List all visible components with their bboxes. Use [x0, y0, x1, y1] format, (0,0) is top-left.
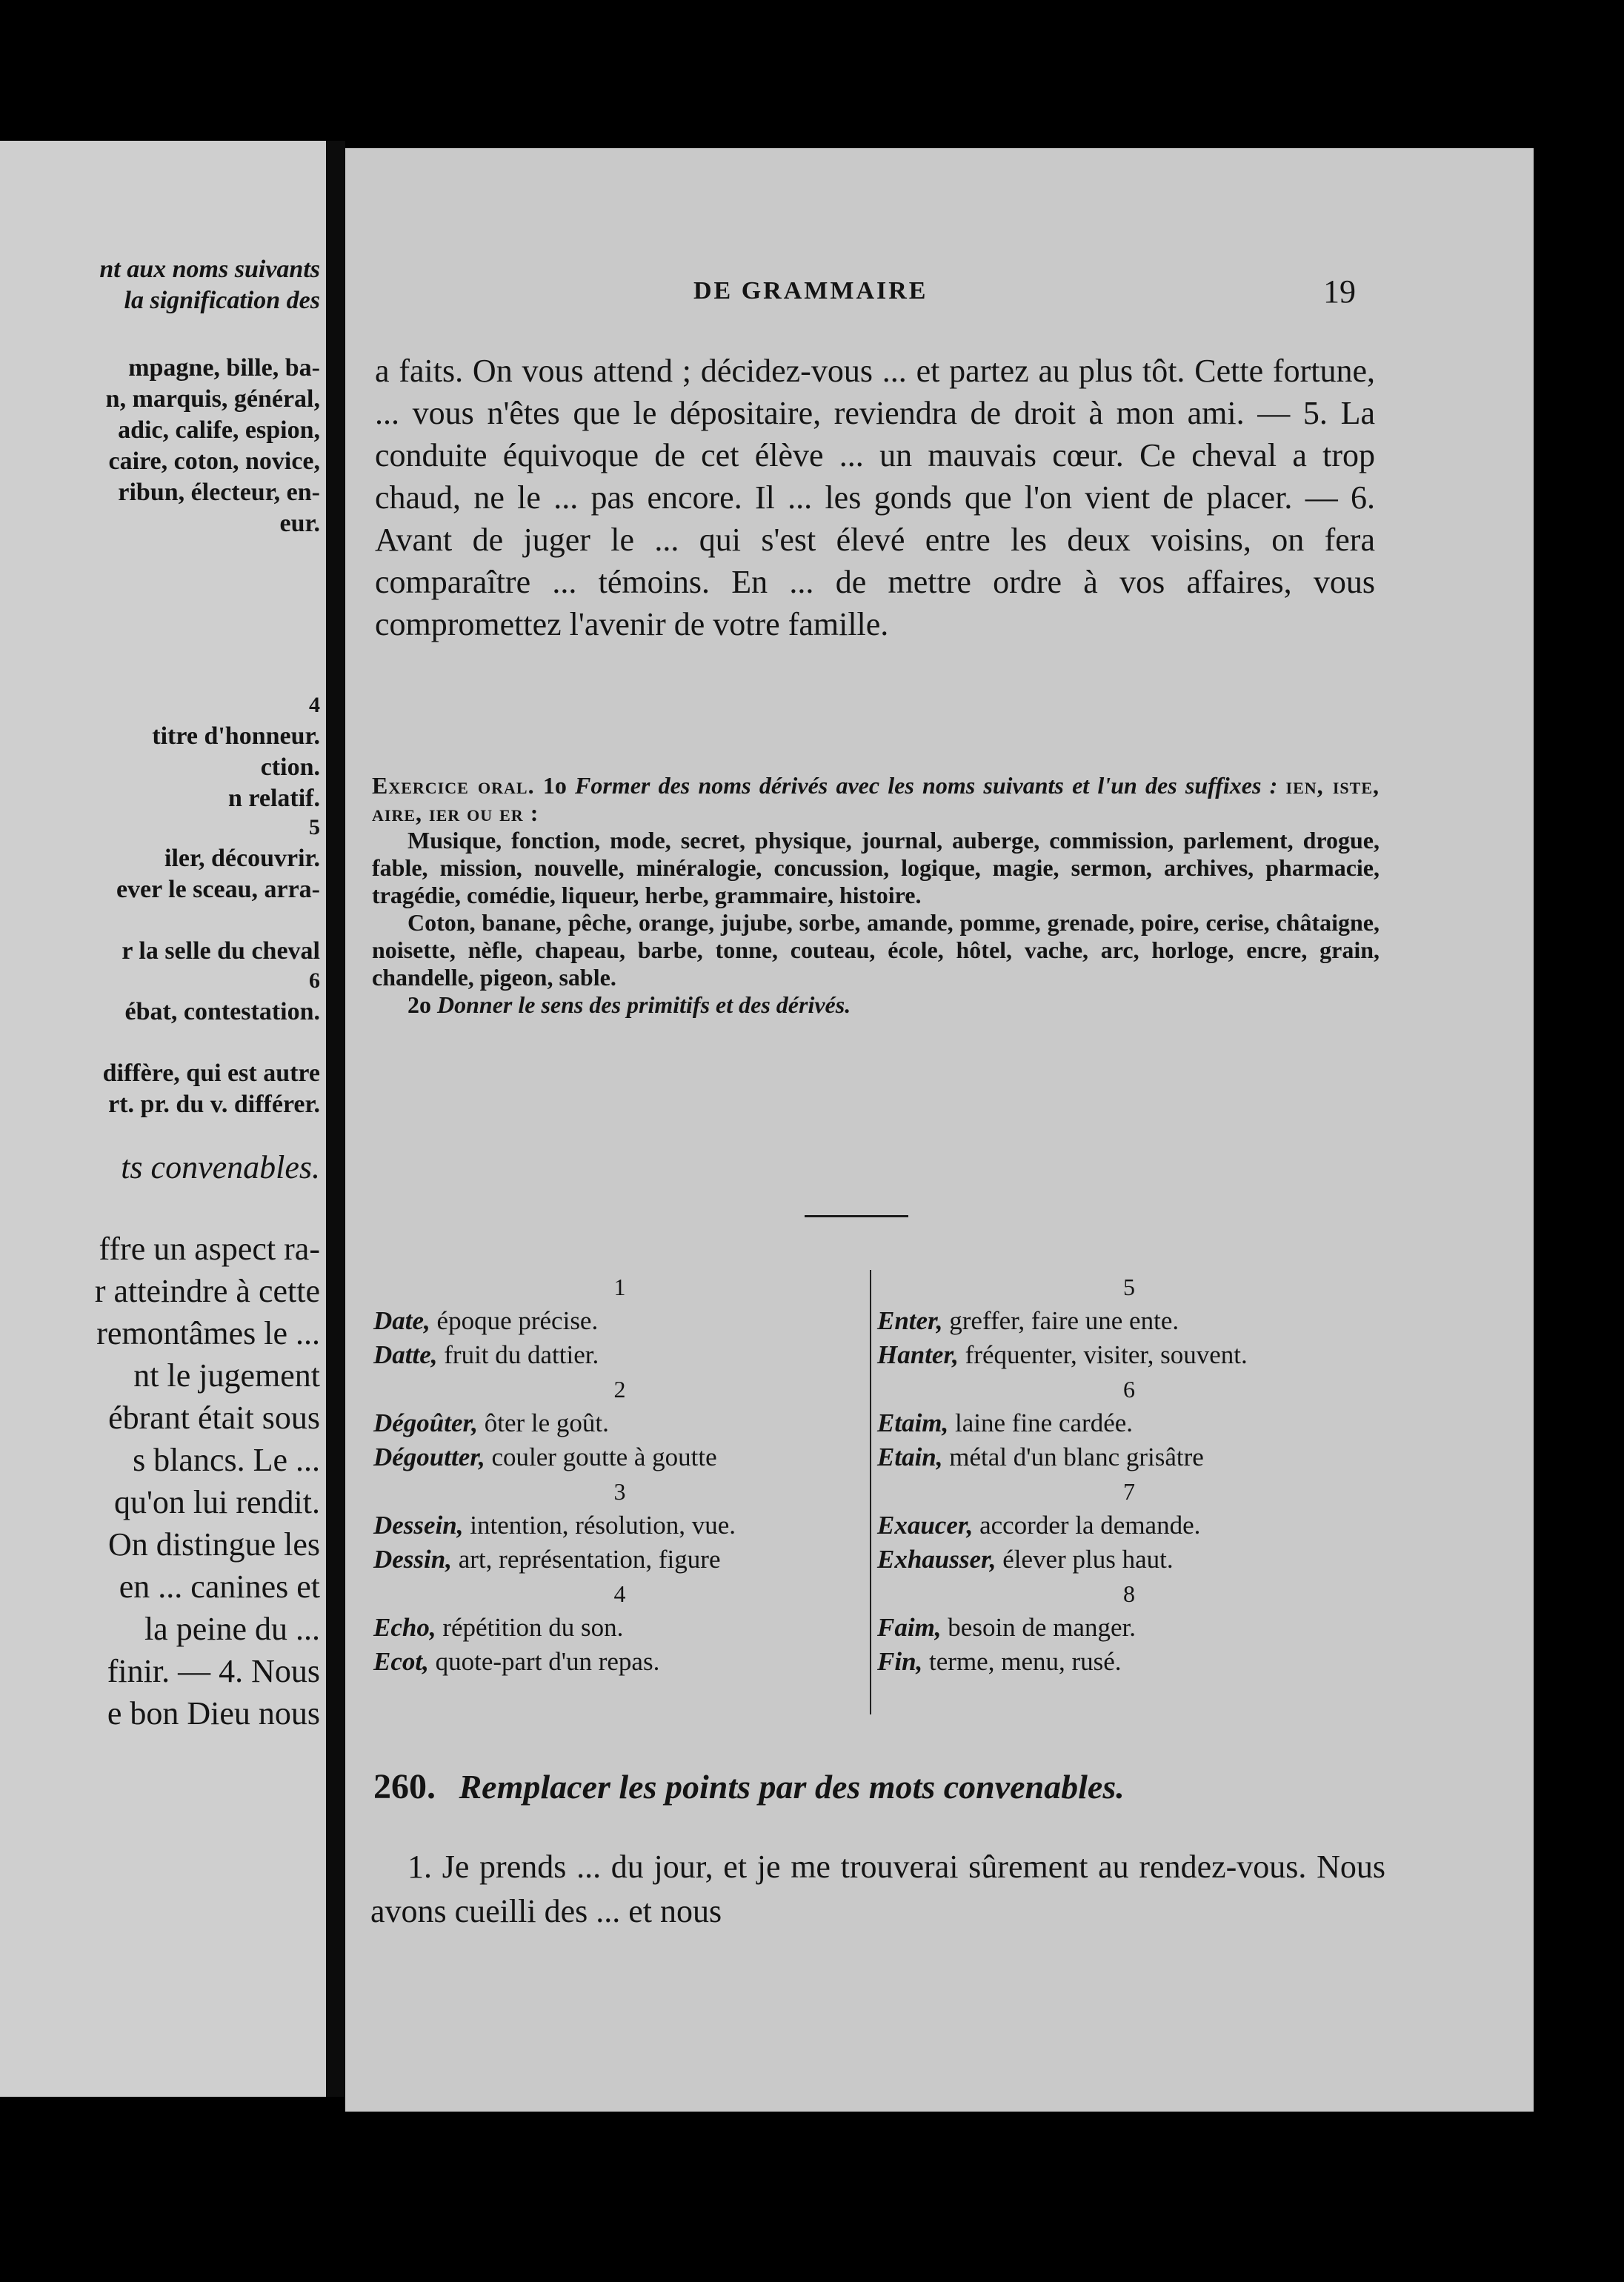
- left-page-line: mpagne, bille, ba-: [128, 354, 320, 382]
- left-page-line: ffre un aspect ra-: [99, 1231, 320, 1267]
- definition: répétition du son.: [442, 1613, 624, 1642]
- headword: Exaucer,: [877, 1511, 974, 1540]
- homonym-entry: [877, 1440, 1381, 1474]
- left-page-line: rt. pr. du v. différer.: [108, 1091, 320, 1118]
- definition: art, représentation, figure: [458, 1545, 721, 1574]
- left-page-line: ever le sceau, arra-: [116, 876, 320, 903]
- part2-instruction: Donner le sens des primitifs et des dérivés.: [437, 991, 851, 1018]
- headword: Exhausser,: [877, 1545, 996, 1574]
- homonym-entry: [373, 1611, 866, 1645]
- group-number: 3: [613, 1478, 626, 1505]
- headword: Echo,: [373, 1613, 436, 1642]
- homonym-entry: [373, 1508, 866, 1543]
- left-page-line: nt aux noms suivants: [99, 256, 320, 283]
- left-page-line: nt le jugement: [133, 1357, 320, 1394]
- homonym-entry: [373, 1406, 866, 1440]
- left-page-line: e bon Dieu nous: [107, 1695, 320, 1732]
- homonym-entry: [877, 1611, 1381, 1645]
- definition: intention, résolution, vue.: [470, 1511, 736, 1540]
- group-number: 4: [613, 1580, 626, 1607]
- definition: greffer, faire une ente.: [949, 1306, 1179, 1335]
- left-page-line: diffère, qui est autre: [102, 1060, 320, 1087]
- left-page-line: en ... canines et: [119, 1569, 320, 1605]
- headword: Hanter,: [877, 1340, 959, 1369]
- left-page-line: On distingue les: [108, 1526, 320, 1563]
- definition: époque précise.: [436, 1306, 599, 1335]
- left-page-line: adic, calife, espion,: [118, 416, 320, 444]
- headword: Dessin,: [373, 1545, 452, 1574]
- left-page-line: r atteindre à cette: [94, 1273, 320, 1309]
- homonym-entry: [373, 1543, 866, 1577]
- group-number: 5: [1123, 1274, 1135, 1300]
- homonym-entry: [877, 1338, 1381, 1372]
- headword: Fin,: [877, 1647, 923, 1676]
- left-page-line: 4: [309, 693, 320, 717]
- paragraph: a faits. On vous attend ; décidez-vous ... et partez au plus tôt. Cette fortune, ... vous n'êtes que le dépositaire, reviendra de droit à mon ami. — 5. La conduite équivoque de cet élève ... un mauvais cœur. Ce cheval a trop chaud, ne le ... pas encore. Il ... les gonds que l'on vient de placer. — 6. Avant de juger le ... qui s'est élevé entre les deux voisins, on fera comparaître ... témoins. En ... de mettre ordre à vos affaires, vous compromettez l'avenir de votre famille.: [375, 353, 1375, 642]
- exercise-title: Remplacer les points par des mots convenables.: [459, 1768, 1125, 1806]
- exercise-text-continuation: [375, 350, 1375, 645]
- suffix-list: ien, iste, aire, ier ou er :: [372, 772, 1380, 826]
- page-number: 19: [1323, 273, 1356, 310]
- left-page-line: ts convenables.: [121, 1149, 320, 1185]
- oral-exercise: [372, 772, 1380, 1019]
- left-page-line: ébrant était sous: [108, 1400, 320, 1436]
- definition: métal d'un blanc grisâtre: [949, 1443, 1204, 1471]
- section-divider: [805, 1215, 908, 1217]
- left-page-line: remontâmes le ...: [96, 1315, 320, 1351]
- part1-number: 1o: [542, 772, 567, 799]
- left-page-line: 5: [309, 815, 320, 839]
- exercise-260-text: [370, 1845, 1385, 1934]
- homonym-column-left: [373, 1270, 866, 1679]
- definition: fruit du dattier.: [444, 1340, 599, 1369]
- definition: fréquenter, visiter, souvent.: [965, 1340, 1248, 1369]
- left-page-line: qu'on lui rendit.: [113, 1484, 320, 1520]
- word-list-2: Coton, banane, pêche, orange, jujube, sorbe, amande, pomme, grenade, poire, cerise, châtaigne, noisette, nèfle, chapeau, barbe, tonne, couteau, école, hôtel, vache, arc, horloge, encre, grain, chandelle, pigeon, sable.: [372, 909, 1380, 991]
- part2-number: 2o: [407, 991, 431, 1018]
- homonym-entry: [373, 1645, 866, 1679]
- homonym-entry: [877, 1645, 1381, 1679]
- left-page-line: ribun, électeur, en-: [118, 479, 320, 506]
- definition: terme, menu, rusé.: [929, 1647, 1122, 1676]
- left-page-line: la peine du ...: [144, 1611, 320, 1647]
- left-page-line: caire, coton, novice,: [108, 448, 320, 475]
- left-page-line: eur.: [279, 510, 320, 537]
- headword: Etaim,: [877, 1408, 949, 1437]
- paragraph: 1. Je prends ... du jour, et je me trouverai sûrement au rendez-vous. Nous avons cueilli des ... et nous: [370, 1849, 1385, 1929]
- headword: Etain,: [877, 1443, 943, 1471]
- left-page-line: s blancs. Le ...: [133, 1442, 320, 1478]
- left-page-fragment: [0, 141, 326, 2097]
- headword: Enter,: [877, 1306, 943, 1335]
- word-list-1: Musique, fonction, mode, secret, physique, journal, auberge, commission, parlement, drogue, fable, mission, nouvelle, minéralogie, concussion, logique, magie, sermon, archives, pharmacie, tragédie, comédie, liqueur, herbe, grammaire, histoire.: [372, 827, 1380, 908]
- homonym-entry: [373, 1440, 866, 1474]
- left-page-line: n, marquis, général,: [105, 385, 320, 413]
- headword: Faim,: [877, 1613, 942, 1642]
- headword: Dégoutter,: [373, 1443, 485, 1471]
- book-gutter: [326, 141, 345, 2097]
- definition: couler goutte à goutte: [491, 1443, 717, 1471]
- part1-instruction: Former des noms dérivés avec les noms suivants et l'un des suffixes :: [575, 772, 1278, 799]
- group-number: 6: [1123, 1376, 1135, 1403]
- headword: Date,: [373, 1306, 430, 1335]
- headword: Ecot,: [373, 1647, 429, 1676]
- group-number: 2: [613, 1376, 626, 1403]
- homonym-entry: [877, 1304, 1381, 1338]
- headword: Dessein,: [373, 1511, 464, 1540]
- running-title: DE GRAMMAIRE: [693, 277, 928, 305]
- definition: ôter le goût.: [484, 1408, 609, 1437]
- left-page-line: titre d'honneur.: [152, 722, 320, 750]
- definition: besoin de manger.: [948, 1613, 1136, 1642]
- exercise-label: Exercice oral.: [372, 772, 535, 799]
- group-number: 8: [1123, 1580, 1135, 1607]
- left-page-line: ction.: [260, 754, 320, 781]
- left-page-line: la signification des: [124, 287, 320, 314]
- definition: accorder la demande.: [979, 1511, 1201, 1540]
- left-page-line: iler, découvrir.: [164, 845, 320, 872]
- headword: Datte,: [373, 1340, 438, 1369]
- homonym-entry: [877, 1543, 1381, 1577]
- group-number: 7: [1123, 1478, 1135, 1505]
- homonym-entry: [373, 1304, 866, 1338]
- homonym-entry: [877, 1508, 1381, 1543]
- group-number: 1: [613, 1274, 626, 1300]
- definition: élever plus haut.: [1002, 1545, 1174, 1574]
- headword: Dégoûter,: [373, 1408, 478, 1437]
- page-header: [345, 273, 1534, 317]
- definition: quote-part d'un repas.: [435, 1647, 660, 1676]
- left-page-line: n relatif.: [227, 785, 320, 812]
- exercise-260-heading: [373, 1766, 1381, 1807]
- left-page-line: finir. — 4. Nous: [107, 1653, 320, 1689]
- homonym-column-right: [877, 1270, 1381, 1679]
- homonym-entry: [877, 1406, 1381, 1440]
- column-divider: [870, 1270, 871, 1714]
- exercise-number: 260.: [373, 1767, 436, 1806]
- left-page-line: r la selle du cheval: [122, 937, 320, 965]
- homonym-entry: [373, 1338, 866, 1372]
- left-page-line: ébat, contestation.: [124, 998, 320, 1025]
- definition: laine fine cardée.: [955, 1408, 1134, 1437]
- left-page-line: 6: [309, 968, 320, 993]
- book-page: [345, 148, 1534, 2112]
